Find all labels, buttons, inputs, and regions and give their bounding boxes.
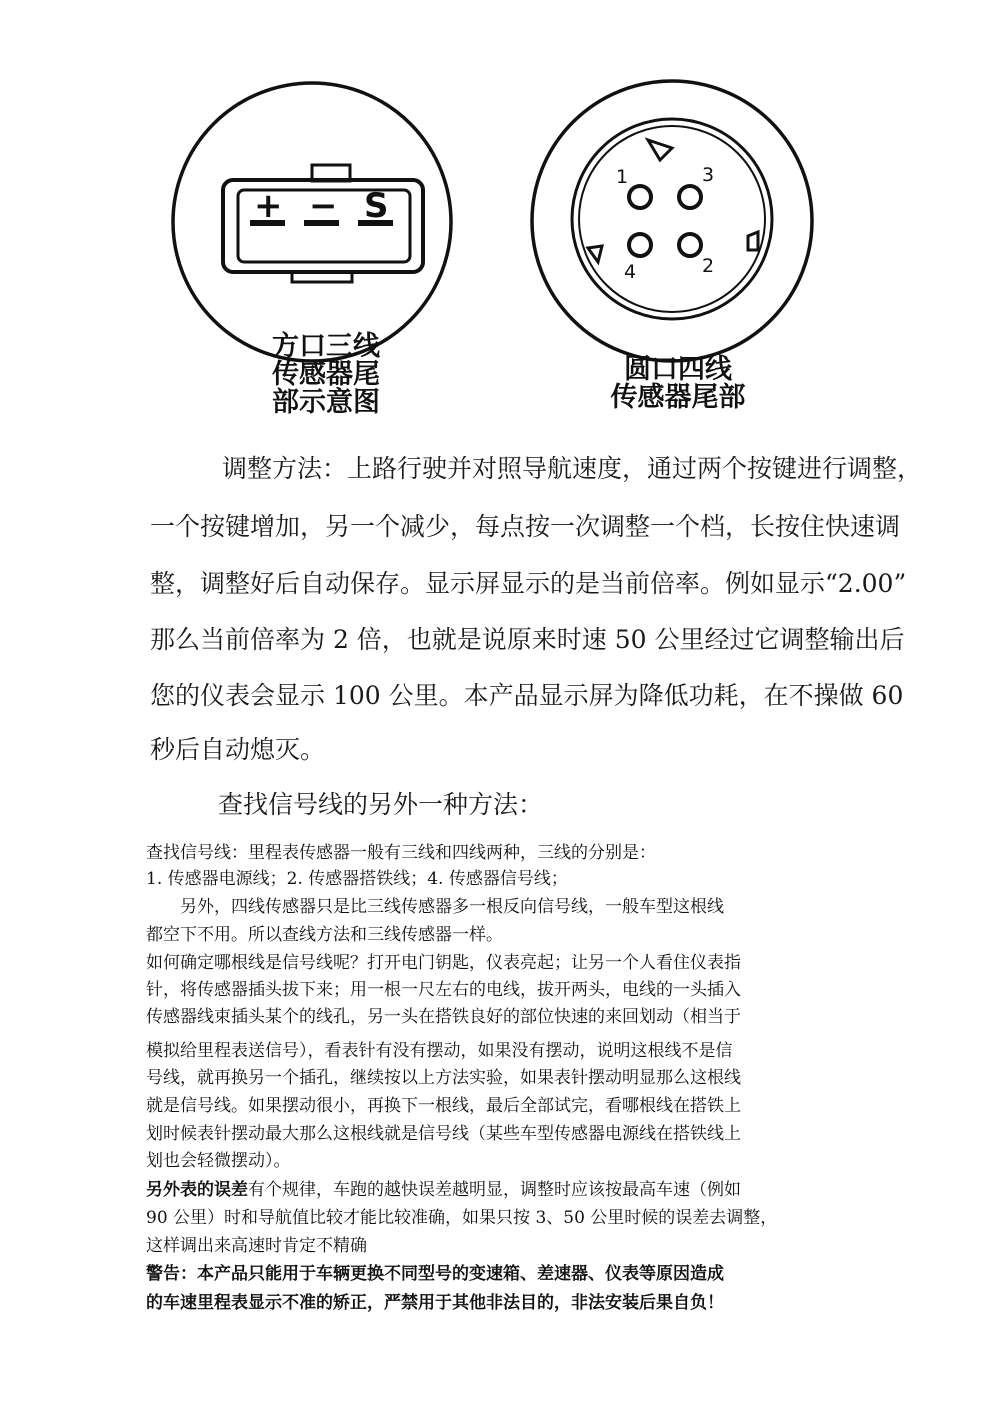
signal-line: 模拟给里程表送信号），看表针有没有摆动，如果没有摆动，说明这根线不是信 (146, 1041, 733, 1061)
signal-line: 1. 传感器电源线；2. 传感器搭铁线；4. 传感器信号线； (146, 869, 568, 889)
warning-line: 的车速里程表显示不准的矫正，严禁用于其他非法目的，非法安装后果自负！ (146, 1293, 724, 1313)
pin-4-label: 4 (624, 261, 637, 283)
signal-line: 就是信号线。如果摆动很小，再换下一根线，最后全部试完，看哪根线在搭铁上 (146, 1096, 741, 1116)
adjust-line: 秒后自动熄灭。 (150, 735, 326, 764)
adjust-line: 您的仪表会显示 100 公里。本产品显示屏为降低功耗，在不操做 60 (150, 681, 904, 710)
adjust-line: 那么当前倍率为 2 倍，也就是说原来时速 50 公里经过它调整输出后 (150, 625, 905, 654)
pin-s-label: S (364, 186, 389, 226)
error-line: 这样调出来高速时肯定不精确 (146, 1236, 367, 1256)
round-connector-diagram (532, 81, 812, 361)
error-text: 有个规律，车跑的越快误差越明显，调整时应该按最高车速（例如 (248, 1180, 741, 1200)
pin-minus-label: − (309, 186, 338, 226)
error-heading: 另外表的误差 (146, 1180, 248, 1200)
signal-line: 划时候表针摆动最大那么这根线就是信号线（某些车型传感器电源线在搭铁线上 (146, 1124, 741, 1144)
pin-1-label: 1 (616, 166, 629, 188)
warning-line: 警告：本产品只能用于车辆更换不同型号的变速箱、差速器、仪表等原因造成 (146, 1264, 724, 1284)
signal-line: 另外，四线传感器只是比三线传感器多一根反向信号线，一般车型这根线 (146, 897, 724, 917)
square-connector-caption: 方口三线 传感器尾 部示意图 (272, 331, 380, 418)
error-line: 90 公里）时和导航值比较才能比较准确，如果只按 3、50 公里时候的误差去调整， (146, 1208, 778, 1228)
signal-line: 划也会轻微摆动）。 (146, 1151, 291, 1171)
signal-line: 都空下不用。所以查线方法和三线传感器一样。 (146, 925, 503, 945)
connector-diagrams (0, 0, 1000, 440)
method-heading: 查找信号线的另外一种方法： (218, 790, 544, 819)
signal-line: 号线，就再换另一个插孔，继续按以上方法实验，如果表针摆动明显那么这根线 (146, 1068, 741, 1088)
error-line (146, 1180, 926, 1200)
signal-line: 针，将传感器插头拔下来；用一根一尺左右的电线，拔开两头，电线的一头插入 (146, 980, 741, 1000)
pin-2-label: 2 (702, 255, 715, 277)
pin-3-label: 3 (702, 164, 715, 186)
signal-line: 查找信号线：里程表传感器一般有三线和四线两种，三线的分别是： (146, 843, 656, 863)
adjust-line: 一个按键增加，另一个减少，每点按一次调整一个档，长按住快速调 (150, 512, 901, 541)
adjust-line: 调整方法：上路行驶并对照导航速度，通过两个按键进行调整， (222, 454, 923, 483)
pin-plus-label: + (254, 186, 283, 226)
adjust-line: 整，调整好后自动保存。显示屏显示的是当前倍率。例如显示“2.00” (150, 569, 907, 598)
signal-line: 传感器线束插头某个的线孔，另一头在搭铁良好的部位快速的来回划动（相当于 (146, 1007, 741, 1027)
square-connector-diagram (173, 83, 451, 361)
signal-line: 如何确定哪根线是信号线呢？打开电门钥匙，仪表亮起；让另一个人看住仪表指 (146, 953, 741, 973)
round-connector-caption: 圆口四线 传感器尾部 (610, 354, 746, 413)
